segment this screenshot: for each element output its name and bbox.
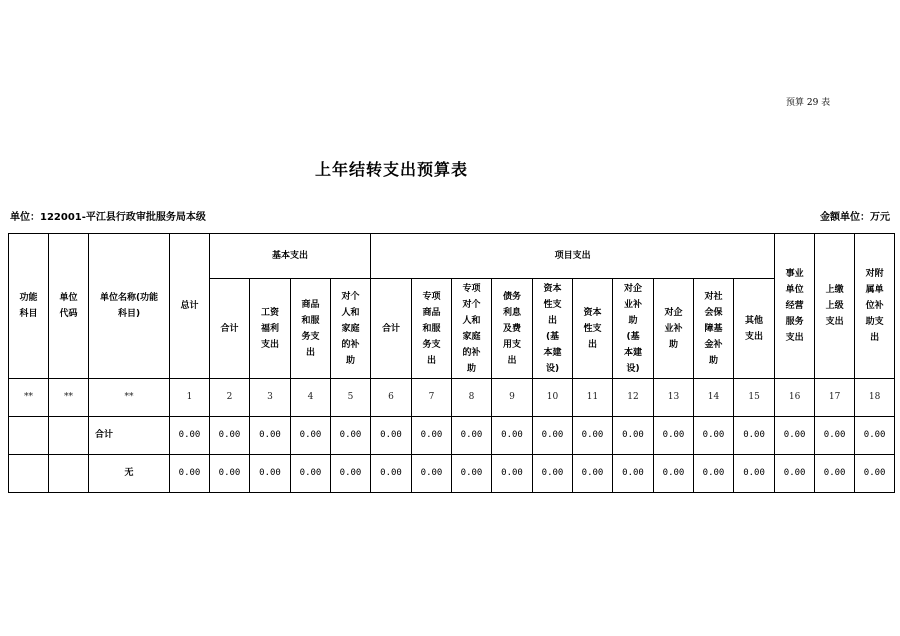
index-num: 10 bbox=[533, 379, 573, 417]
index-star: ** bbox=[9, 379, 49, 417]
value-cell: 0.00 bbox=[291, 417, 331, 455]
value-cell: 0.00 bbox=[291, 455, 331, 493]
amount-unit-label: 金额单位：万元 bbox=[820, 212, 890, 223]
form-number: 预算 29 表 bbox=[786, 98, 831, 108]
page-title: 上年结转支出预算表 bbox=[314, 160, 468, 179]
index-num: 3 bbox=[250, 379, 291, 417]
header-project: 项目支出 bbox=[371, 234, 775, 279]
value-cell: 0.00 bbox=[170, 417, 210, 455]
header-basic-personal: 对个人和家庭的补助 bbox=[331, 279, 371, 379]
index-num: 11 bbox=[573, 379, 613, 417]
table-cell bbox=[49, 455, 89, 493]
index-num: 1 bbox=[170, 379, 210, 417]
index-num: 7 bbox=[412, 379, 452, 417]
value-cell: 0.00 bbox=[492, 417, 533, 455]
index-num: 14 bbox=[694, 379, 734, 417]
value-cell: 0.00 bbox=[331, 455, 371, 493]
value-cell: 0.00 bbox=[815, 417, 855, 455]
value-cell: 0.00 bbox=[331, 417, 371, 455]
value-cell: 0.00 bbox=[492, 455, 533, 493]
value-cell: 0.00 bbox=[573, 417, 613, 455]
value-cell: 0.00 bbox=[654, 417, 694, 455]
value-cell: 0.00 bbox=[694, 455, 734, 493]
value-cell: 0.00 bbox=[654, 455, 694, 493]
value-cell: 0.00 bbox=[210, 455, 250, 493]
header-upper: 上缴上级支出 bbox=[815, 234, 855, 379]
header-biz: 事业单位经营服务支出 bbox=[775, 234, 815, 379]
index-num: 6 bbox=[371, 379, 412, 417]
index-num: 18 bbox=[855, 379, 895, 417]
index-row bbox=[9, 379, 895, 417]
index-num: 16 bbox=[775, 379, 815, 417]
row-name: 合计 bbox=[89, 417, 170, 455]
value-cell: 0.00 bbox=[573, 455, 613, 493]
table-cell bbox=[49, 417, 89, 455]
value-cell: 0.00 bbox=[613, 455, 654, 493]
header-proj-personal: 专项对个人和家庭的补助 bbox=[452, 279, 492, 379]
value-cell: 0.00 bbox=[734, 417, 775, 455]
header-row-1 bbox=[9, 234, 895, 279]
value-cell: 0.00 bbox=[452, 417, 492, 455]
index-star: ** bbox=[89, 379, 170, 417]
index-num: 15 bbox=[734, 379, 775, 417]
value-cell: 0.00 bbox=[210, 417, 250, 455]
index-num: 9 bbox=[492, 379, 533, 417]
index-num: 2 bbox=[210, 379, 250, 417]
budget-table bbox=[8, 233, 895, 493]
table-row bbox=[9, 417, 895, 455]
header-proj-other: 其他支出 bbox=[734, 279, 775, 379]
value-cell: 0.00 bbox=[412, 455, 452, 493]
value-cell: 0.00 bbox=[855, 417, 895, 455]
value-cell: 0.00 bbox=[613, 417, 654, 455]
table-row bbox=[9, 455, 895, 493]
header-proj-enterprise-build: 对企业补助(基本建设) bbox=[613, 279, 654, 379]
header-proj-enterprise: 对企业补助 bbox=[654, 279, 694, 379]
value-cell: 0.00 bbox=[855, 455, 895, 493]
value-cell: 0.00 bbox=[371, 417, 412, 455]
value-cell: 0.00 bbox=[533, 455, 573, 493]
index-num: 8 bbox=[452, 379, 492, 417]
value-cell: 0.00 bbox=[170, 455, 210, 493]
header-proj-social-fund: 对社会保障基金补助 bbox=[694, 279, 734, 379]
index-num: 12 bbox=[613, 379, 654, 417]
value-cell: 0.00 bbox=[533, 417, 573, 455]
header-basic-goods: 商品和服务支出 bbox=[291, 279, 331, 379]
index-star: ** bbox=[49, 379, 89, 417]
header-total: 总计 bbox=[170, 234, 210, 379]
value-cell: 0.00 bbox=[250, 455, 291, 493]
value-cell: 0.00 bbox=[412, 417, 452, 455]
header-proj-debt: 债务利息及费用支出 bbox=[492, 279, 533, 379]
header-proj-capital: 资本性支出 bbox=[573, 279, 613, 379]
table-cell bbox=[9, 455, 49, 493]
value-cell: 0.00 bbox=[452, 455, 492, 493]
unit-label: 单位：122001-平江县行政审批服务局本级 bbox=[10, 212, 206, 223]
table-cell bbox=[9, 417, 49, 455]
value-cell: 0.00 bbox=[250, 417, 291, 455]
value-cell: 0.00 bbox=[694, 417, 734, 455]
value-cell: 0.00 bbox=[775, 455, 815, 493]
value-cell: 0.00 bbox=[815, 455, 855, 493]
index-num: 4 bbox=[291, 379, 331, 417]
header-affiliated: 对附属单位补助支出 bbox=[855, 234, 895, 379]
row-name: 无 bbox=[89, 455, 170, 493]
header-basic: 基本支出 bbox=[210, 234, 371, 279]
header-proj-goods: 专项商品和服务支出 bbox=[412, 279, 452, 379]
header-func-subject: 功能科目 bbox=[9, 234, 49, 379]
header-unit-name: 单位名称(功能科目) bbox=[89, 234, 170, 379]
header-basic-total: 合计 bbox=[210, 279, 250, 379]
header-basic-salary: 工资福利支出 bbox=[250, 279, 291, 379]
index-num: 5 bbox=[331, 379, 371, 417]
value-cell: 0.00 bbox=[734, 455, 775, 493]
header-unit-code: 单位代码 bbox=[49, 234, 89, 379]
index-num: 17 bbox=[815, 379, 855, 417]
index-num: 13 bbox=[654, 379, 694, 417]
header-proj-capital-build: 资本性支出(基本建设) bbox=[533, 279, 573, 379]
header-proj-total: 合计 bbox=[371, 279, 412, 379]
value-cell: 0.00 bbox=[371, 455, 412, 493]
value-cell: 0.00 bbox=[775, 417, 815, 455]
